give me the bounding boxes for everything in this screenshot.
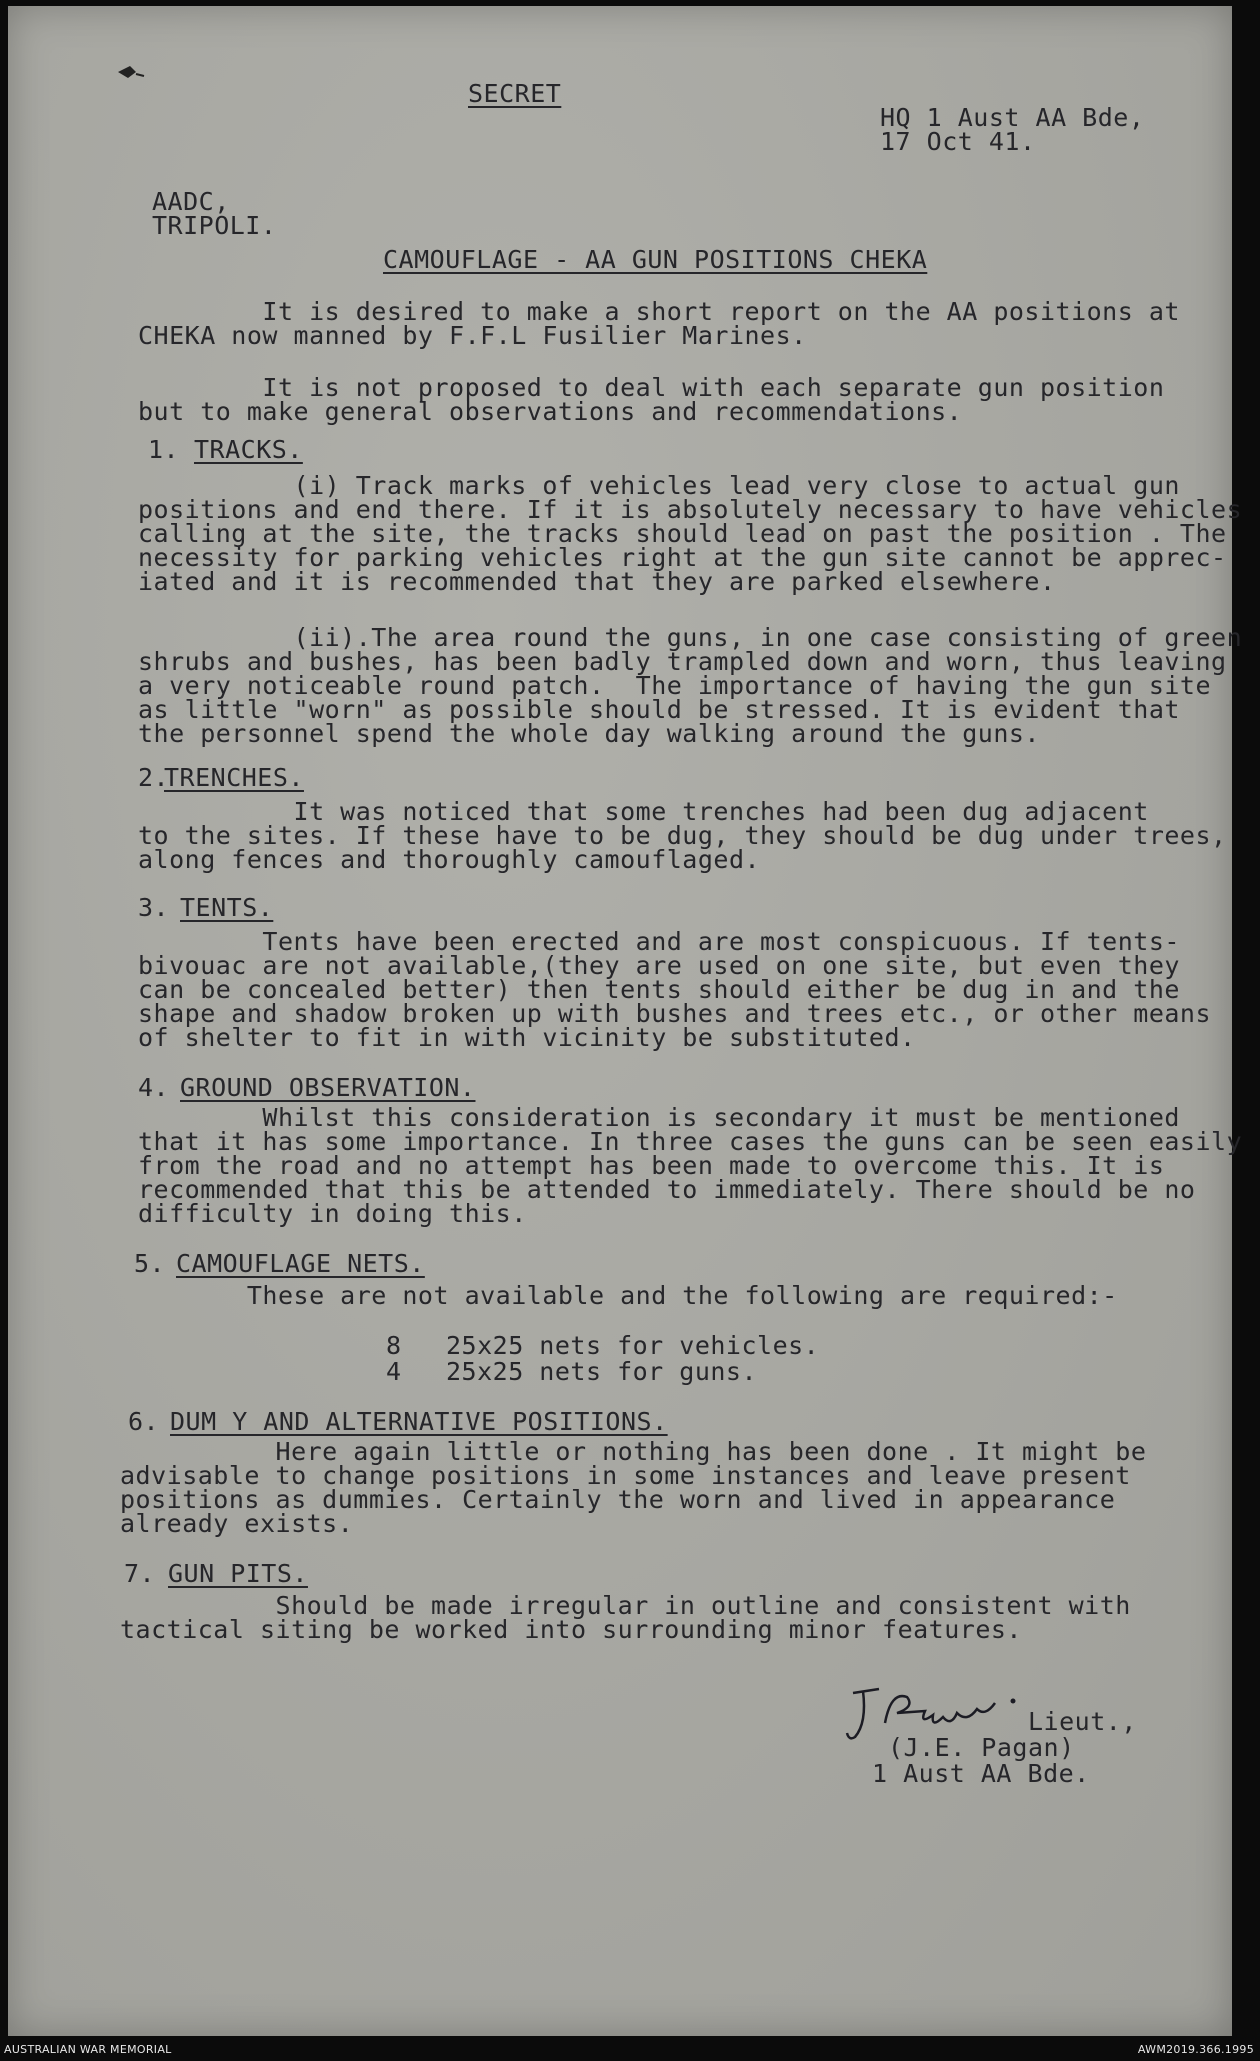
body-line: as little "worn" as possible should be stressed. It is evident that	[138, 695, 1180, 724]
section-heading-tents: TENTS.	[180, 893, 274, 922]
body-line: It was noticed that some trenches had been dug adjacent	[138, 797, 1149, 826]
date-line: 17 Oct 41.	[880, 127, 1036, 156]
signatory-unit: 1 Aust AA Bde.	[872, 1759, 1090, 1788]
intro-line: CHEKA now manned by F.F.L Fusilier Marines.	[138, 321, 807, 350]
intro-line: It is not proposed to deal with each separate gun position	[138, 373, 1165, 402]
section-heading-camouflage-nets: CAMOUFLAGE NETS.	[176, 1249, 425, 1278]
section-heading-dummy-positions: DUM Y AND ALTERNATIVE POSITIONS.	[170, 1407, 668, 1436]
section-number: 3.	[138, 893, 170, 922]
from-line-1: HQ 1 Aust AA Bde,	[880, 103, 1145, 132]
body-line: recommended that this be attended to immediately. There should be no	[138, 1175, 1196, 1204]
footer-institution: AUSTRALIAN WAR MEMORIAL	[4, 2043, 172, 2056]
footer-accession-number: AWM2019.366.1995	[1137, 2043, 1254, 2056]
body-line: of shelter to fit in with vicinity be substituted.	[138, 1023, 916, 1052]
section-number: 1.	[148, 435, 180, 464]
body-line: Whilst this consideration is secondary it must be mentioned	[138, 1103, 1180, 1132]
document-title: CAMOUFLAGE - AA GUN POSITIONS CHEKA	[383, 245, 928, 274]
body-line: (i) Track marks of vehicles lead very close to actual gun	[138, 471, 1180, 500]
section-heading-gun-pits: GUN PITS.	[168, 1559, 308, 1588]
section-number: 6.	[128, 1407, 160, 1436]
intro-line: It is desired to make a short report on the AA positions at	[138, 297, 1180, 326]
section-number: 5.	[134, 1249, 166, 1278]
body-line: a very noticeable round patch. The importance of having the gun site	[138, 671, 1212, 700]
body-line: along fences and thoroughly camouflaged.	[138, 845, 761, 874]
body-line: necessity for parking vehicles right at the gun site cannot be apprec-	[138, 543, 1227, 572]
section-heading-tracks: TRACKS.	[194, 435, 303, 464]
body-line: difficulty in doing this.	[138, 1199, 527, 1228]
body-line: shape and shadow broken up with bushes and trees etc., or other means	[138, 999, 1212, 1028]
body-line: These are not available and the following are required:-	[138, 1281, 1118, 1310]
signatory-name: (J.E. Pagan)	[888, 1733, 1075, 1762]
body-line: Tents have been erected and are most conspicuous. If tents-	[138, 927, 1180, 956]
section-number: 4.	[138, 1073, 170, 1102]
body-line: (ii).The area round the guns, in one case consisting of green	[138, 623, 1243, 652]
body-line: tactical siting be worked into surrounding minor features.	[120, 1615, 1022, 1644]
addressee-line-1: AADC,	[152, 187, 230, 216]
addressee-line-2: TRIPOLI.	[152, 211, 277, 240]
ink-mark	[116, 60, 146, 82]
net-quantity: 8	[386, 1331, 402, 1360]
body-line: already exists.	[120, 1509, 354, 1538]
body-line: positions as dummies. Certainly the worn and lived in appearance	[120, 1485, 1116, 1514]
body-line: Here again little or nothing has been done . It might be	[120, 1437, 1147, 1466]
section-number: 7.	[124, 1559, 156, 1588]
net-description: 25x25 nets for vehicles.	[446, 1331, 820, 1360]
body-line: from the road and no attempt has been made to overcome this. It is	[138, 1151, 1165, 1180]
body-line: advisable to change positions in some instances and leave present	[120, 1461, 1131, 1490]
signatory-rank: Lieut.,	[1028, 1707, 1137, 1736]
net-description: 25x25 nets for guns.	[446, 1357, 758, 1386]
body-line: calling at the site, the tracks should lead on past the position . The	[138, 519, 1227, 548]
body-line: to the sites. If these have to be dug, they should be dug under trees,	[138, 821, 1227, 850]
intro-line: but to make general observations and recommendations.	[138, 397, 963, 426]
body-line: iated and it is recommended that they are parked elsewhere.	[138, 567, 1056, 596]
classification-label: SECRET	[468, 79, 562, 108]
section-heading-trenches: TRENCHES.	[164, 763, 304, 792]
body-line: positions and end there. If it is absolutely necessary to have vehicles	[138, 495, 1243, 524]
body-line: Should be made irregular in outline and consistent with	[120, 1591, 1131, 1620]
body-line: that it has some importance. In three cases the guns can be seen easily	[138, 1127, 1243, 1156]
body-line: can be concealed better) then tents should either be dug in and the	[138, 975, 1180, 1004]
body-line: bivouac are not available,(they are used on one site, but even they	[138, 951, 1180, 980]
body-line: the personnel spend the whole day walking around the guns.	[138, 719, 1040, 748]
section-heading-ground-observation: GROUND OBSERVATION.	[180, 1073, 476, 1102]
section-number: 2.	[138, 763, 170, 792]
body-line: shrubs and bushes, has been badly trampled down and worn, thus leaving	[138, 647, 1227, 676]
net-quantity: 4	[386, 1357, 402, 1386]
